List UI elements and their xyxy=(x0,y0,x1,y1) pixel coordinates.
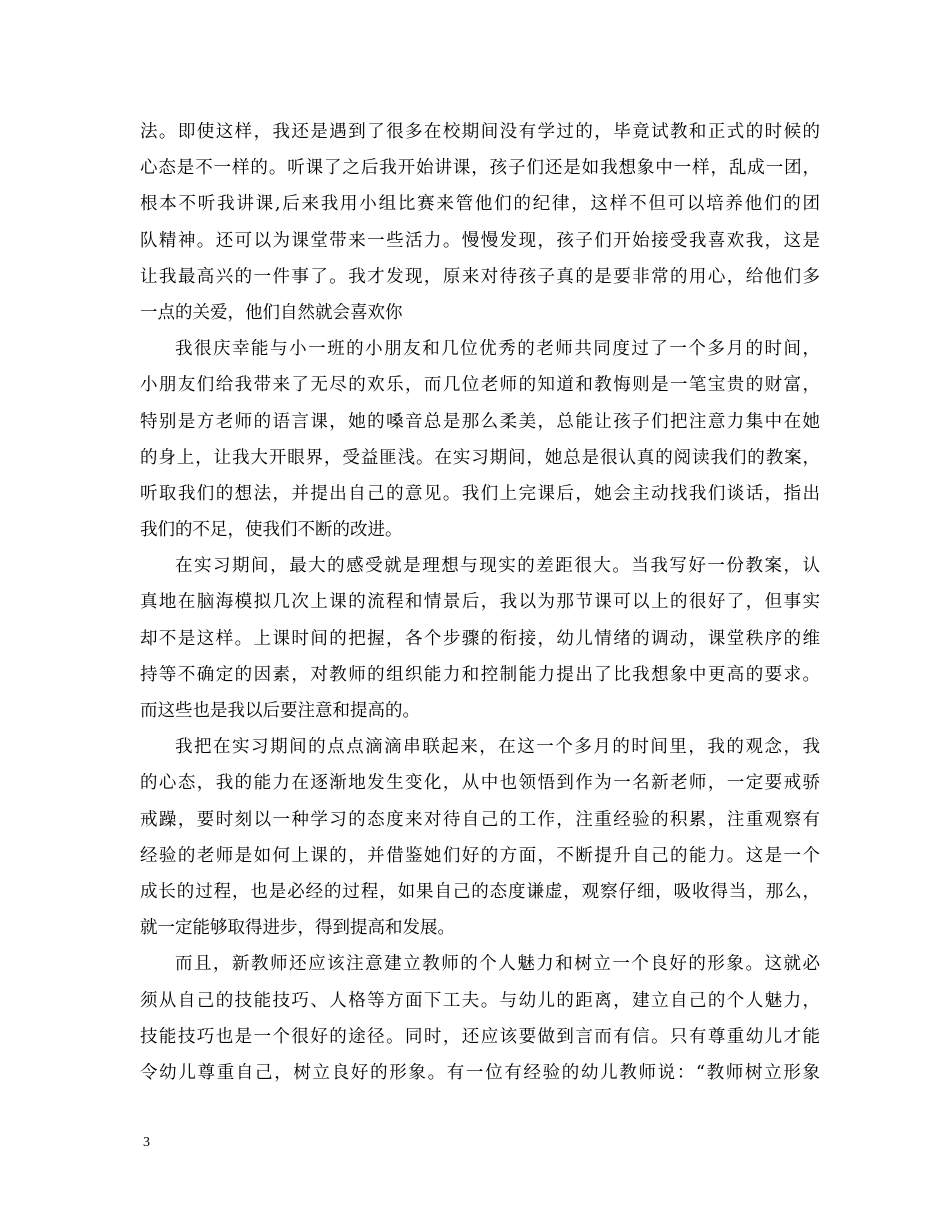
text-line: 成长的过程，也是必经的过程，如果自己的态度谦虚，观察仔细，吸收得当，那么， xyxy=(140,881,820,902)
paragraph xyxy=(140,729,820,946)
text-line: 根本不听我讲课,后来我用小组比赛来管他们的纪律，这样不但可以培养他们的团 xyxy=(140,194,820,215)
text-line: 小朋友们给我带来了无尽的欢乐，而几位老师的知道和教悔则是一笔宝贵的财富， xyxy=(140,375,820,396)
text-line: 真地在脑海模拟几次上课的流程和情景后，我以为那节课可以上的很好了，但事实 xyxy=(140,592,820,613)
paragraph xyxy=(140,331,820,548)
text-line: 我们的不足，使我们不断的改进。 xyxy=(140,520,403,541)
text-line: 戒躁，要时刻以一种学习的态度来对待自己的工作，注重经验的积累，注重观察有 xyxy=(140,809,820,830)
text-line: 让我最高兴的一件事了。我才发现，原来对待孩子真的是要非常的用心，给他们多 xyxy=(140,266,820,287)
text-line: 特别是方老师的语言课，她的嗓音总是那么柔美，总能让孩子们把注意力集中在她 xyxy=(140,411,820,432)
text-line: 听取我们的想法，并提出自己的意见。我们上完课后，她会主动找我们谈话，指出 xyxy=(140,483,820,504)
paragraph xyxy=(140,548,820,729)
text-line: 经验的老师是如何上课的，并借鉴她们好的方面，不断提升自己的能力。这是一个 xyxy=(140,845,820,866)
text-line: 在实习期间，最大的感受就是理想与现实的差距很大。当我写好一份教案，认 xyxy=(175,556,820,577)
text-line: 的心态，我的能力在逐渐地发生变化，从中也领悟到作为一名新老师，一定要戒骄 xyxy=(140,773,820,794)
text-line: 令幼儿尊重自己，树立良好的形象。有一位有经验的幼儿教师说：“教师树立形象 xyxy=(140,1062,820,1083)
text-line: 我把在实习期间的点点滴滴串联起来，在这一个多月的时间里，我的观念，我 xyxy=(175,737,820,758)
text-line: 法。即使这样，我还是遇到了很多在校期间没有学过的，毕竟试教和正式的时候的 xyxy=(140,122,820,142)
page-number: 3 xyxy=(143,1135,150,1150)
text-line: 须从自己的技能技巧、人格等方面下工夫。与幼儿的距离，建立自己的个人魅力， xyxy=(140,990,820,1011)
text-line: 而这些也是我以后要注意和提高的。 xyxy=(140,701,420,721)
text-line: 就一定能够取得进步，得到提高和发展。 xyxy=(140,918,455,939)
text-line: 的身上，让我大开眼界，受益匪浅。在实习期间，她总是很认真的阅读我们的教案， xyxy=(140,447,820,468)
text-line: 一点的关爱，他们自然就会喜欢你 xyxy=(140,302,403,323)
text-line: 队精神。还可以为课堂带来一些活力。慢慢发现，孩子们开始接受我喜欢我，这是 xyxy=(140,230,820,251)
text-line: 持等不确定的因素，对教师的组织能力和控制能力提出了比我想象中更高的要求。 xyxy=(140,664,820,685)
text-line: 我很庆幸能与小一班的小朋友和几位优秀的老师共同度过了一个多月的时间， xyxy=(175,339,820,360)
text-line: 技能技巧也是一个很好的途径。同时，还应该要做到言而有信。只有尊重幼儿才能 xyxy=(140,1026,820,1047)
text-line: 而且，新教师还应该注意建立教师的个人魅力和树立一个良好的形象。这就必 xyxy=(175,954,820,975)
text-line: 心态是不一样的。听课了之后我开始讲课，孩子们还是如我想象中一样，乱成一团， xyxy=(140,158,820,179)
paragraph xyxy=(140,114,820,331)
text-line: 却不是这样。上课时间的把握，各个步骤的衔接，幼儿情绪的调动，课堂秩序的维 xyxy=(140,628,820,649)
paragraph xyxy=(140,946,820,1091)
document-body xyxy=(140,114,820,1091)
